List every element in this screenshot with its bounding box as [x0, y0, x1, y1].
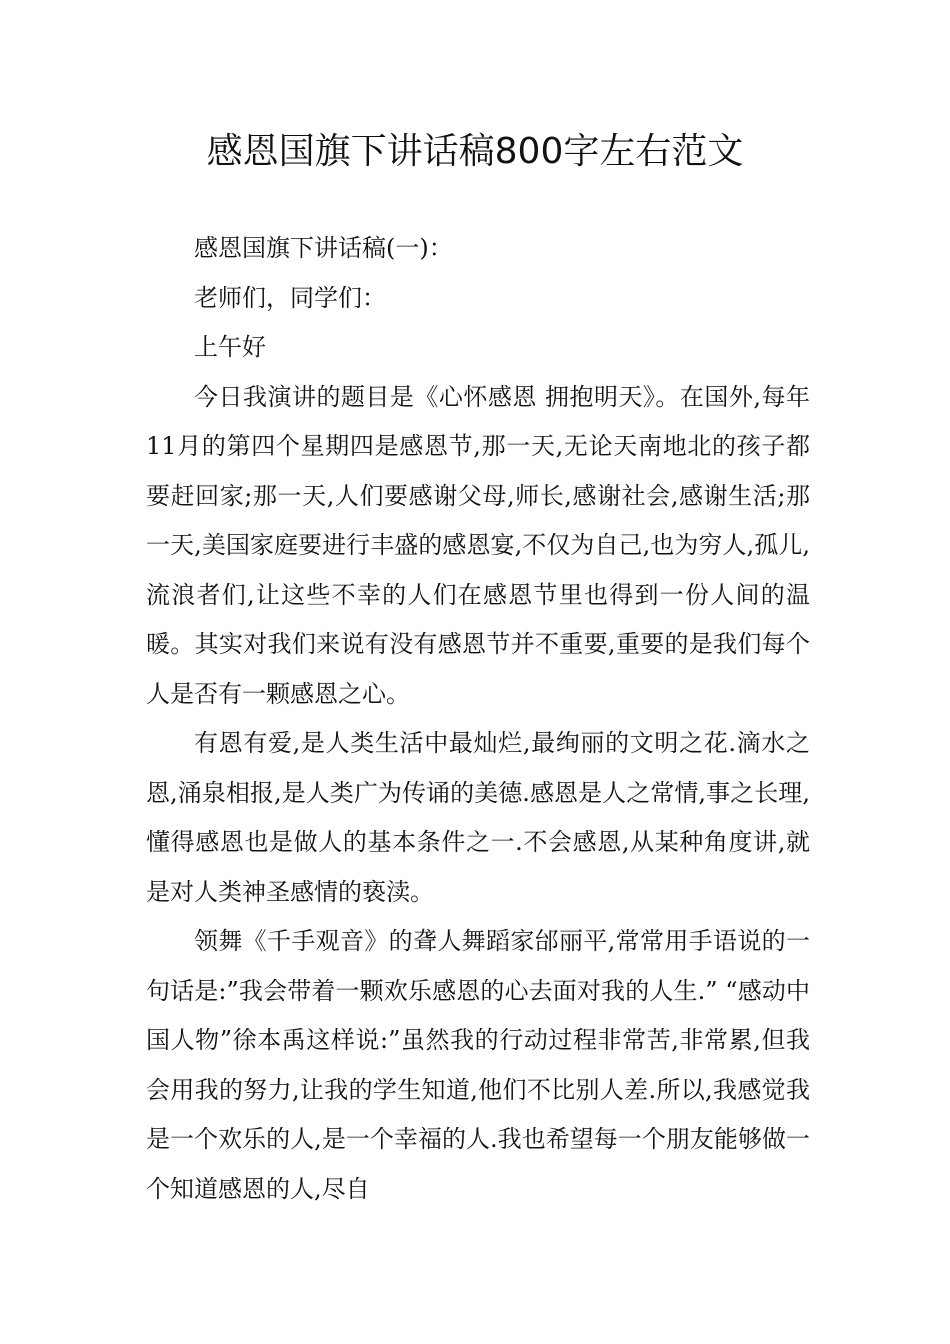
paragraph-salutation: 老师们，同学们： [194, 283, 386, 312]
paragraph-examples: 领舞《千手观音》的聋人舞蹈家邰丽平,常常用手语说的一句话是:”我会带着一颗欢乐感恩的心去面对我的人生.” “感动中国人物”徐本禹这样说:”虽然我的行动过程非常苦,非常累,但我会用我的努力,让我的学生知道,他们不比别人差.所以,我感觉我是一个欢乐的人,是一个幸福的人.我也希望每一个朋友能够做一个知道感恩的人,尽自 [146, 927, 810, 1203]
document-body [146, 224, 810, 1214]
document-title: 感恩国旗下讲话稿800字左右范文 [206, 131, 744, 172]
paragraph-gratitude: 有恩有爱,是人类生活中最灿烂,最绚丽的文明之花.滴水之恩,涌泉相报,是人类广为传诵的美德.感恩是人之常情,事之长理,懂得感恩也是做人的基本条件之一.不会感恩,从某种角度讲,就是对人类神圣感情的亵渎。 [146, 729, 810, 906]
paragraph-greeting: 上午好 [194, 333, 266, 361]
paragraph-intro: 今日我演讲的题目是《心怀感恩 拥抱明天》。在国外,每年11月的第四个星期四是感恩节,那一天,无论天南地北的孩子都要赶回家;那一天,人们要感谢父母,师长,感谢社会,感谢生活;那一天,美国家庭要进行丰盛的感恩宴,不仅为自己,也为穷人,孤儿,流浪者们,让这些不幸的人们在感恩节里也得到一份人间的温暖。其实对我们来说有没有感恩节并不重要,重要的是我们每个人是否有一颗感恩之心。 [146, 382, 810, 708]
paragraph-heading: 感恩国旗下讲话稿(一)： [194, 234, 453, 262]
